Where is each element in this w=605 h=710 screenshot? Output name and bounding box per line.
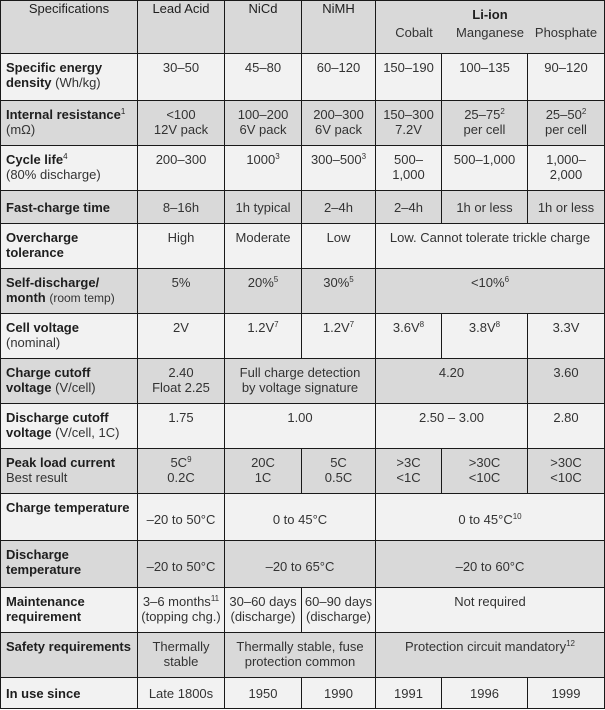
cell-nickel: Full charge detection by voltage signature (225, 359, 376, 404)
row-label: Cycle life$^4$ (80% discharge) (1, 146, 138, 191)
cell-cobalt: 1991 (376, 678, 442, 709)
row-label: In use since (1, 678, 138, 709)
row-label: Specific energy density (Wh/kg) (1, 54, 138, 101)
row-specific-energy (1, 54, 605, 101)
cell-phosphate: 1,000– 2,000 (528, 146, 605, 191)
cell-cobalt: 2–4h (376, 191, 442, 224)
header-liion-group (376, 1, 605, 54)
cell-lead-acid: <100 12V pack (138, 101, 225, 146)
cell-lead-acid: 2V (138, 314, 225, 359)
cell-phosphate: $25-50^2$ per cell (528, 101, 605, 146)
cell-nimh: 30%$^5$ (302, 269, 376, 314)
cell-nicd: 1950 (225, 678, 302, 709)
cell-lead-acid: –20 to 50°C (138, 541, 225, 588)
cell-cobalt: 150–300 7.2V (376, 101, 442, 146)
cell-liion: –20 to 60°C (376, 541, 605, 588)
cell-manganese: $3.8V^8$ (442, 314, 528, 359)
header-specifications: Specifications (1, 1, 138, 54)
row-maintenance-requirement (1, 588, 605, 633)
row-self-discharge (1, 269, 605, 314)
header-liion: Li-ion (472, 7, 508, 22)
cell-lead-acid: 5% (138, 269, 225, 314)
header-nicd: NiCd (225, 1, 302, 54)
row-peak-load-current (1, 449, 605, 494)
row-discharge-cutoff-voltage (1, 404, 605, 449)
cell-nimh: 1990 (302, 678, 376, 709)
cell-phosphate: >30C <10C (528, 449, 605, 494)
row-charge-cutoff-voltage (1, 359, 605, 404)
row-label: Self-discharge/ month (room temp) (1, 269, 138, 314)
row-internal-resistance (1, 101, 605, 146)
cell-lead-acid: Late 1800s (138, 678, 225, 709)
cell-nickel: 0 to 45°C (225, 494, 376, 541)
cell-nicd: 20%$^5$ (225, 269, 302, 314)
row-label: Discharge temperature (1, 541, 138, 588)
cell-cobalt: $3.6V^8$ (376, 314, 442, 359)
row-discharge-temperature (1, 541, 605, 588)
cell-phosphate: 3.3V (528, 314, 605, 359)
cell-nicd: 45–80 (225, 54, 302, 101)
cell-nicd: 1h typical (225, 191, 302, 224)
cell-lead-acid: 30–50 (138, 54, 225, 101)
row-label: Charge cutoff voltage (V/cell) (1, 359, 138, 404)
cell-lead-acid: 2.40 Float 2.25 (138, 359, 225, 404)
row-label: Overcharge tolerance (1, 224, 138, 269)
cell-nimh: $1.2V^7$ (302, 314, 376, 359)
cell-manganese: >30C <10C (442, 449, 528, 494)
row-label: Peak load current Best result (1, 449, 138, 494)
cell-nimh: 200–300 6V pack (302, 101, 376, 146)
header-liion-manganese: Manganese (456, 25, 524, 40)
row-label: Maintenance requirement (1, 588, 138, 633)
cell-cobalt-manganese: 2.50 – 3.00 (376, 404, 528, 449)
row-label: Discharge cutoff voltage (V/cell, 1C) (1, 404, 138, 449)
cell-phosphate: 1h or less (528, 191, 605, 224)
cell-lead-acid: $5C^9$ 0.2C (138, 449, 225, 494)
cell-phosphate: 90–120 (528, 54, 605, 101)
cell-liion: 0 to $45^\circ C^{10}$ (376, 494, 605, 541)
cell-lead-acid: 1.75 (138, 404, 225, 449)
cell-manganese: 1996 (442, 678, 528, 709)
row-label: Cell voltage (nominal) (1, 314, 138, 359)
row-fast-charge-time (1, 191, 605, 224)
row-charge-temperature (1, 494, 605, 541)
cell-manganese: 100–135 (442, 54, 528, 101)
cell-phosphate: 1999 (528, 678, 605, 709)
header-nimh: NiMH (302, 1, 376, 54)
cell-nicd: 100–200 6V pack (225, 101, 302, 146)
cell-nimh: Low (302, 224, 376, 269)
cell-nicd: 1000$^3$ (225, 146, 302, 191)
cell-liion: Not required (376, 588, 605, 633)
cell-nickel: Thermally stable, fuse protection common (225, 633, 376, 678)
row-label: Internal resistance$^1$ (mΩ) (1, 101, 138, 146)
cell-lead-acid: 3–6 months$^{11}$ (topping chg.) (138, 588, 225, 633)
row-label: Fast-charge time (1, 191, 138, 224)
cell-nickel: –20 to 65°C (225, 541, 376, 588)
cell-nimh: 60–120 (302, 54, 376, 101)
cell-cobalt: 150–190 (376, 54, 442, 101)
row-cycle-life (1, 146, 605, 191)
cell-cobalt: >3C <1C (376, 449, 442, 494)
row-overcharge-tolerance (1, 224, 605, 269)
row-label: Safety requirements (1, 633, 138, 678)
cell-liion: <10%$^6$ (376, 269, 605, 314)
cell-nimh: 2–4h (302, 191, 376, 224)
cell-nickel: 1.00 (225, 404, 376, 449)
cell-cobalt-manganese: 4.20 (376, 359, 528, 404)
cell-manganese: 500–1,000 (442, 146, 528, 191)
cell-nimh: 60–90 days (discharge) (302, 588, 376, 633)
cell-manganese: $25-75^2$ per cell (442, 101, 528, 146)
header-liion-cobalt: Cobalt (395, 25, 433, 40)
cell-manganese: 1h or less (442, 191, 528, 224)
cell-phosphate: 3.60 (528, 359, 605, 404)
row-label: Charge temperature (1, 494, 138, 541)
cell-lead-acid: 200–300 (138, 146, 225, 191)
cell-cobalt: 500– 1,000 (376, 146, 442, 191)
cell-lead-acid: Thermally stable (138, 633, 225, 678)
cell-nicd: $1.2V^7$ (225, 314, 302, 359)
header-row (1, 1, 605, 54)
cell-phosphate: 2.80 (528, 404, 605, 449)
cell-lead-acid: –20 to 50°C (138, 494, 225, 541)
cell-lead-acid: 8–16h (138, 191, 225, 224)
row-safety-requirements (1, 633, 605, 678)
row-cell-voltage (1, 314, 605, 359)
cell-nicd: 20C 1C (225, 449, 302, 494)
header-lead-acid: Lead Acid (138, 1, 225, 54)
cell-lead-acid: High (138, 224, 225, 269)
cell-nimh: $300-500^3$ (302, 146, 376, 191)
cell-nimh: 5C 0.5C (302, 449, 376, 494)
header-liion-phosphate: Phosphate (534, 25, 598, 40)
cell-nicd: 30–60 days (discharge) (225, 588, 302, 633)
cell-liion: Low. Cannot tolerate trickle charge (376, 224, 605, 269)
cell-nicd: Moderate (225, 224, 302, 269)
cell-liion: Protection circuit mandatory$^{12}$ (376, 633, 605, 678)
row-in-use-since (1, 678, 605, 709)
